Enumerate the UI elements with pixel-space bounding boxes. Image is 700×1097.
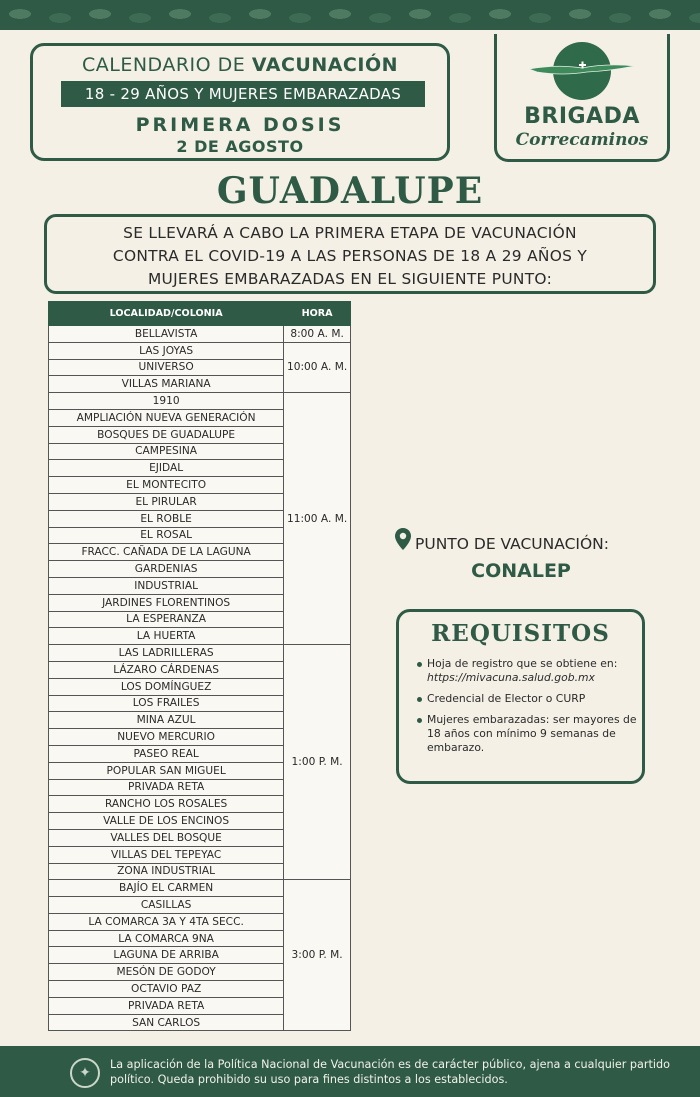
locality-cell: LA COMARCA 9NA bbox=[49, 930, 284, 947]
time-column-header: HORA bbox=[284, 302, 351, 326]
table-row bbox=[49, 393, 351, 410]
date-label: 2 DE AGOSTO bbox=[176, 137, 304, 156]
title-box bbox=[30, 43, 450, 161]
brigada-subtitle: Correcaminos bbox=[515, 130, 649, 150]
locality-cell: FRACC. CAÑADA DE LA LAGUNA bbox=[49, 544, 284, 561]
requirement-item: Credencial de Elector o CURP bbox=[417, 692, 639, 706]
requirements-box bbox=[396, 609, 645, 784]
locality-cell: JARDINES FLORENTINOS bbox=[49, 594, 284, 611]
intro-line-2: CONTRA EL COVID-19 A LAS PERSONAS DE 18 A 29 AÑOS Y bbox=[112, 247, 588, 265]
calendar-title: CALENDARIO DE VACUNACIÓN bbox=[81, 54, 398, 76]
table-header-row bbox=[49, 302, 351, 326]
locality-cell: POPULAR SAN MIGUEL bbox=[49, 762, 284, 779]
locality-cell: CASILLAS bbox=[49, 897, 284, 914]
locality-cell: VALLE DE LOS ENCINOS bbox=[49, 813, 284, 830]
table-row bbox=[49, 645, 351, 662]
time-cell: 3:00 P. M. bbox=[284, 880, 351, 1031]
government-seal-icon: ✦ bbox=[70, 1058, 100, 1088]
city-title: GUADALUPE bbox=[216, 170, 484, 212]
locality-cell: CAMPESINA bbox=[49, 443, 284, 460]
locality-cell: PASEO REAL bbox=[49, 745, 284, 762]
locality-cell: ZONA INDUSTRIAL bbox=[49, 863, 284, 880]
locality-cell: EL MONTECITO bbox=[49, 477, 284, 494]
locality-cell: LA HUERTA bbox=[49, 628, 284, 645]
locality-cell: OCTAVIO PAZ bbox=[49, 981, 284, 998]
locality-cell: LOS DOMÍNGUEZ bbox=[49, 678, 284, 695]
time-cell: 10:00 A. M. bbox=[284, 342, 351, 392]
locality-cell: BOSQUES DE GUADALUPE bbox=[49, 426, 284, 443]
locality-cell: RANCHO LOS ROSALES bbox=[49, 796, 284, 813]
locality-cell: LÁZARO CÁRDENAS bbox=[49, 661, 284, 678]
time-cell: 1:00 P. M. bbox=[284, 645, 351, 880]
locality-cell: MESÓN DE GODOY bbox=[49, 964, 284, 981]
locality-cell: NUEVO MERCURIO bbox=[49, 729, 284, 746]
requirement-item: Mujeres embarazadas: ser mayores de 18 años con mínimo 9 semanas de embarazo. bbox=[417, 713, 639, 755]
locality-cell: SAN CARLOS bbox=[49, 1014, 284, 1031]
locality-cell: BAJÍO EL CARMEN bbox=[49, 880, 284, 897]
locality-cell: LA ESPERANZA bbox=[49, 611, 284, 628]
vaccination-point-label: PUNTO DE VACUNACIÓN: bbox=[415, 535, 609, 553]
locality-cell: EL PIRULAR bbox=[49, 493, 284, 510]
locality-cell: INDUSTRIAL bbox=[49, 577, 284, 594]
table-row bbox=[49, 326, 351, 343]
locality-cell: AMPLIACIÓN NUEVA GENERACIÓN bbox=[49, 409, 284, 426]
dose-label: PRIMERA DOSIS bbox=[135, 114, 345, 136]
footer-disclaimer: La aplicación de la Política Nacional de Vacunación es de carácter público, ajena a cualquier partido político. Queda prohibido su uso para fines distintos a los establecidos. bbox=[110, 1058, 670, 1086]
locality-cell: GARDENIAS bbox=[49, 561, 284, 578]
locality-cell: VILLAS DEL TEPEYAC bbox=[49, 846, 284, 863]
locality-cell: EJIDAL bbox=[49, 460, 284, 477]
locality-cell: MINA AZUL bbox=[49, 712, 284, 729]
time-cell: 8:00 A. M. bbox=[284, 326, 351, 343]
locality-cell: VILLAS MARIANA bbox=[49, 376, 284, 393]
locality-cell: LA COMARCA 3A Y 4TA SECC. bbox=[49, 913, 284, 930]
intro-line-1: SE LLEVARÁ A CABO LA PRIMERA ETAPA DE VACUNACIÓN bbox=[123, 224, 577, 242]
locality-cell: LAS LADRILLERAS bbox=[49, 645, 284, 662]
locality-cell: LAGUNA DE ARRIBA bbox=[49, 947, 284, 964]
locality-cell: UNIVERSO bbox=[49, 359, 284, 376]
locality-cell: LAS JOYAS bbox=[49, 342, 284, 359]
map-pin-icon bbox=[394, 527, 412, 551]
intro-box bbox=[44, 214, 656, 294]
registration-url: https://mivacuna.salud.gob.mx bbox=[427, 671, 595, 684]
locality-cell: PRIVADA RETA bbox=[49, 779, 284, 796]
brigada-logo-box bbox=[494, 34, 670, 162]
table-row bbox=[49, 880, 351, 897]
intro-line-3: MUJERES EMBARAZADAS EN EL SIGUIENTE PUNTO: bbox=[147, 270, 553, 288]
locality-cell: 1910 bbox=[49, 393, 284, 410]
requirements-list bbox=[417, 657, 639, 762]
time-cell: 11:00 A. M. bbox=[284, 393, 351, 645]
schedule-table bbox=[48, 301, 351, 1031]
locality-cell: BELLAVISTA bbox=[49, 326, 284, 343]
locality-cell: LOS FRAILES bbox=[49, 695, 284, 712]
schedule-body bbox=[49, 326, 351, 1031]
locality-cell: EL ROSAL bbox=[49, 527, 284, 544]
requirements-title: REQUISITOS bbox=[431, 620, 610, 647]
top-decorative-band bbox=[0, 0, 700, 30]
locality-column-header: LOCALIDAD/COLONIA bbox=[49, 302, 284, 326]
table-row bbox=[49, 342, 351, 359]
requirement-item: Hoja de registro que se obtiene en: https://mivacuna.salud.gob.mx bbox=[417, 657, 639, 685]
brigada-name: BRIGADA bbox=[524, 104, 640, 129]
locality-cell: PRIVADA RETA bbox=[49, 997, 284, 1014]
roadrunner-logo-icon bbox=[527, 60, 637, 78]
locality-cell: VALLES DEL BOSQUE bbox=[49, 829, 284, 846]
age-group-banner: 18 - 29 AÑOS Y MUJERES EMBARAZADAS bbox=[61, 81, 425, 107]
vaccination-point-name: CONALEP bbox=[471, 560, 571, 582]
locality-cell: EL ROBLE bbox=[49, 510, 284, 527]
